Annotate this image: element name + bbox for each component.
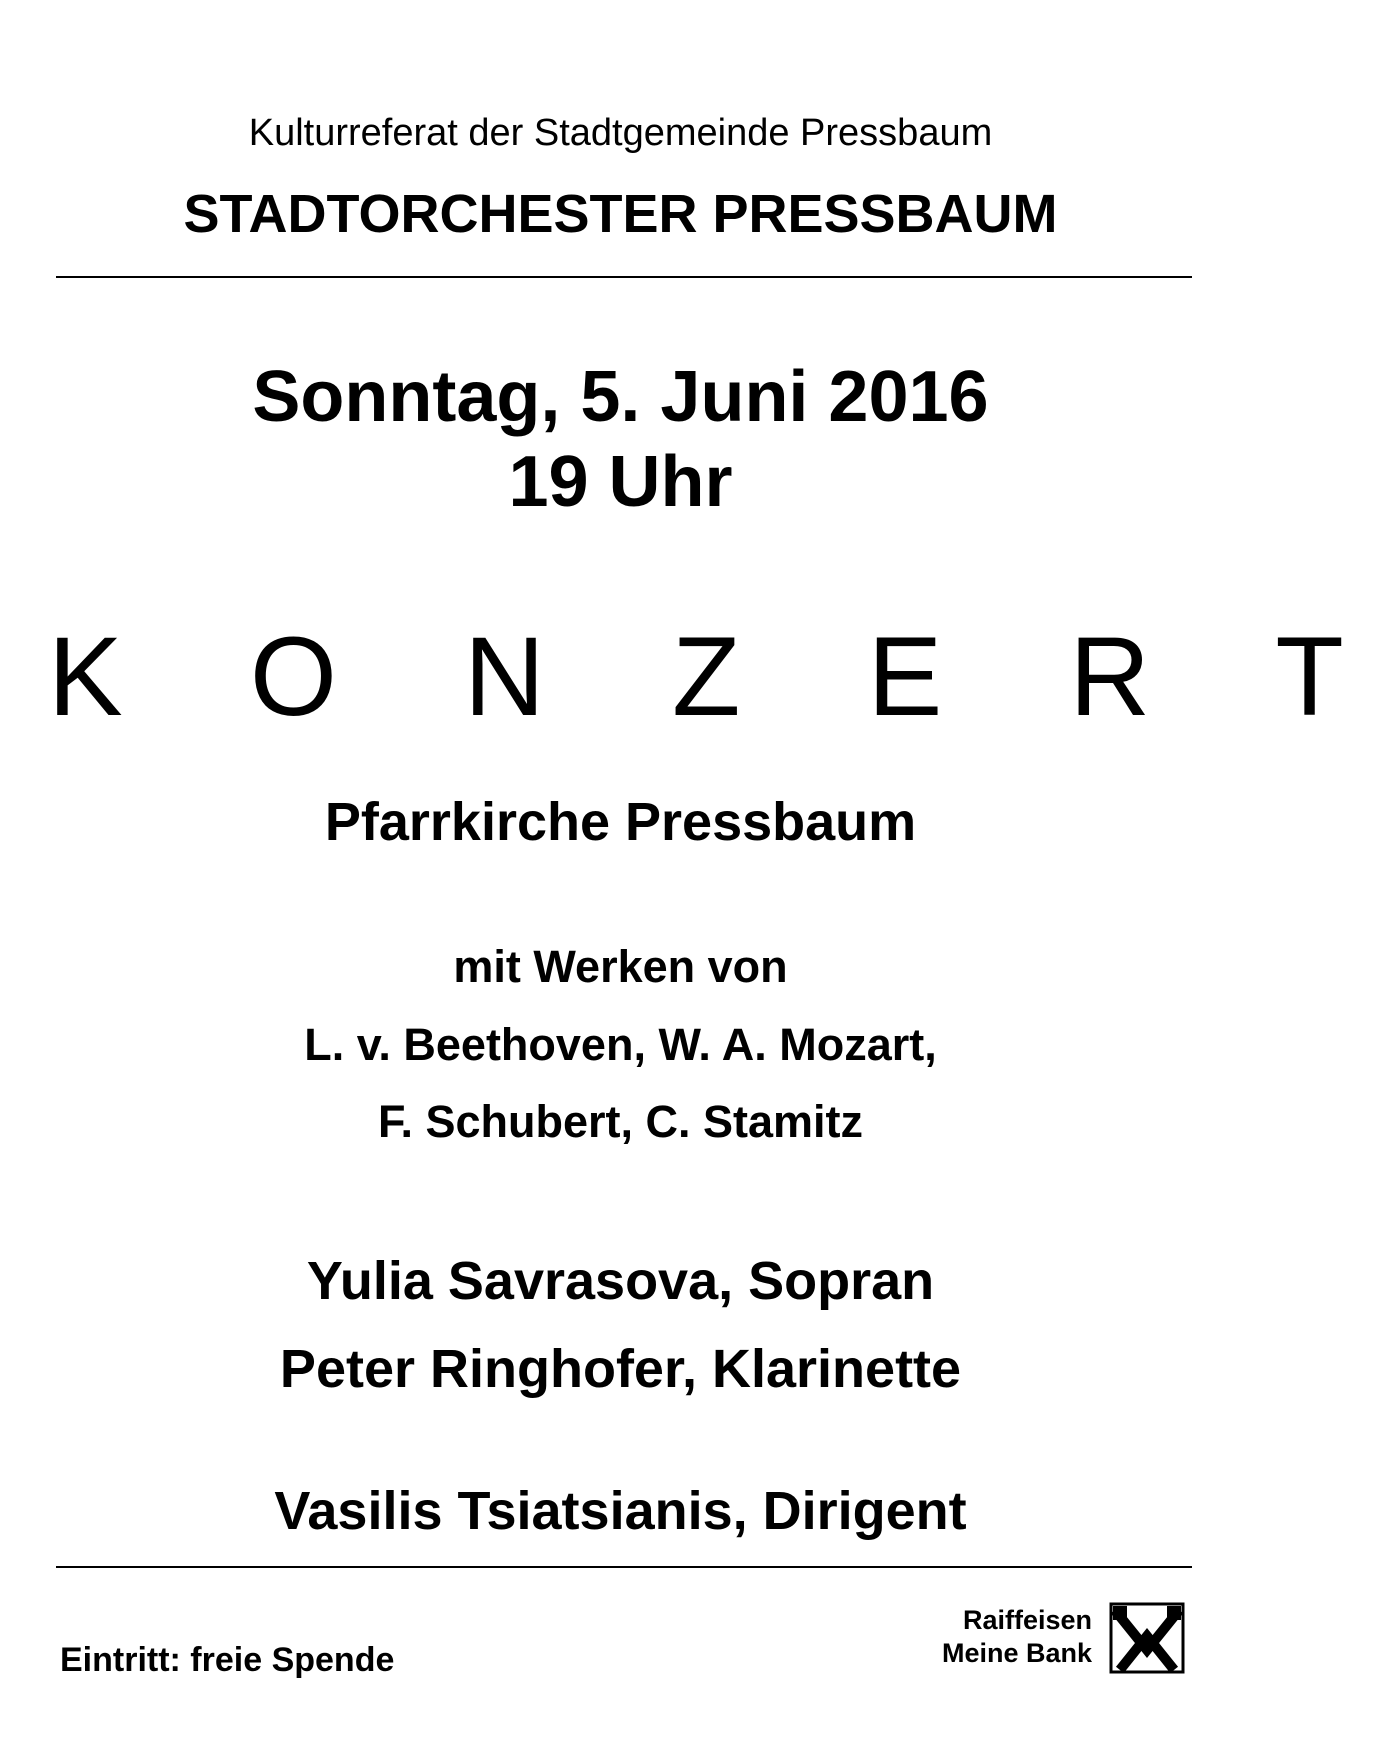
admission-note: Eintritt: freie Spende xyxy=(60,1641,395,1679)
event-title xyxy=(0,612,1392,741)
bottom-divider xyxy=(56,1566,1192,1568)
composers-line: F. Schubert, C. Stamitz xyxy=(377,1096,864,1147)
raiffeisen-gable-cross-icon xyxy=(1109,1602,1185,1674)
composers-line: L. v. Beethoven, W. A. Mozart, xyxy=(304,1019,937,1070)
top-divider xyxy=(56,276,1192,278)
sponsor-tagline: Meine Bank xyxy=(941,1638,1092,1668)
conductor: Vasilis Tsiatsianis, Dirigent xyxy=(274,1481,967,1541)
sponsor-logo-block xyxy=(925,1602,1185,1674)
sponsor-name: Raiffeisen xyxy=(962,1605,1092,1635)
program-intro: mit Werken von xyxy=(453,941,788,992)
orchestra-name: STADTORCHESTER PRESSBAUM xyxy=(183,184,1058,244)
performer-soprano: Yulia Savrasova, Sopran xyxy=(306,1251,935,1311)
organizer-line: Kulturreferat der Stadtgemeinde Pressbaum xyxy=(248,112,993,154)
event-title-text: K O N Z E R T xyxy=(48,614,1392,739)
event-time: 19 Uhr xyxy=(508,442,733,522)
event-venue: Pfarrkirche Pressbaum xyxy=(324,792,917,852)
sponsor-wordmark xyxy=(942,1604,1092,1670)
event-date: Sonntag, 5. Juni 2016 xyxy=(252,357,989,437)
performer-clarinet: Peter Ringhofer, Klarinette xyxy=(279,1339,962,1399)
